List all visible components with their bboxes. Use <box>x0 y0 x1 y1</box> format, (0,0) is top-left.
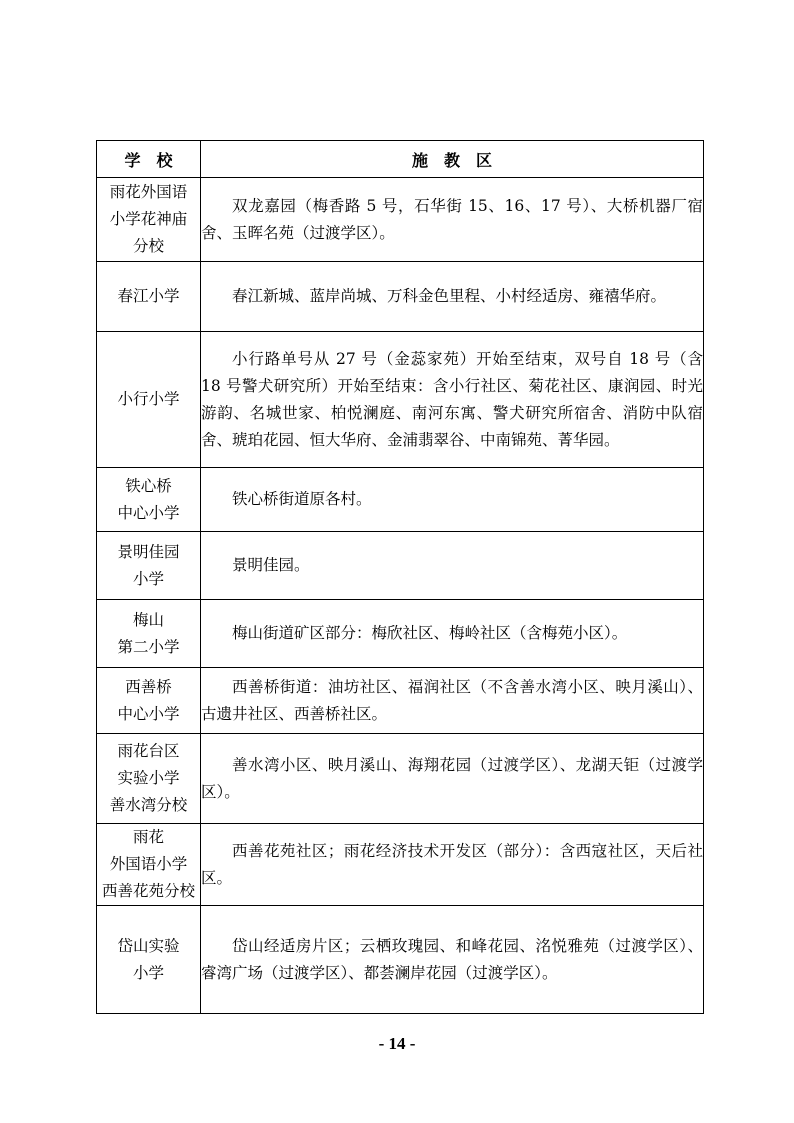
school-name-cell <box>97 668 201 734</box>
district-area-cell: 小行路单号从 27 号（金蕊家苑）开始至结束，双号自 18 号（含 18 号警犬研究所）开始至结束：含小行社区、菊花社区、康润园、时光游韵、名城世家、柏悦澜庭、南河东寓、警犬研究所宿舍、消防中队宿舍、琥珀花园、恒大华府、金浦翡翠谷、中南锦苑、菁华园。 <box>201 332 704 468</box>
school-name-line: 外国语小学 <box>109 855 188 873</box>
table-row <box>97 600 704 668</box>
table-row <box>97 532 704 600</box>
header-area: 施 教 区 <box>201 141 704 178</box>
district-area-cell: 西善桥街道：油坊社区、福润社区（不含善水湾小区、映月溪山）、古遗井社区、西善桥社区。 <box>201 668 704 734</box>
district-area-cell: 岱山经适房片区；云栖玫瑰园、和峰花园、洺悦雅苑（过渡学区）、睿湾广场（过渡学区）、都荟澜岸花园（过渡学区）。 <box>201 906 704 1014</box>
table-row <box>97 468 704 532</box>
school-name-line: 雨花台区 <box>117 742 180 760</box>
district-area-cell: 春江新城、蓝岸尚城、万科金色里程、小村经适房、雍禧华府。 <box>201 262 704 332</box>
district-area-cell: 梅山街道矿区部分：梅欣社区、梅岭社区（含梅苑小区）。 <box>201 600 704 668</box>
school-name-line: 小行小学 <box>117 390 180 408</box>
table-row <box>97 906 704 1014</box>
school-name-line: 分校 <box>132 237 164 255</box>
school-name-line: 岱山实验 <box>117 936 180 955</box>
school-name-cell <box>97 468 201 532</box>
school-name-cell <box>97 332 201 468</box>
school-name-line: 西善桥 <box>125 677 172 696</box>
school-name-cell <box>97 906 201 1014</box>
school-name-line: 中心小学 <box>117 503 180 522</box>
district-area-cell: 铁心桥街道原各村。 <box>201 468 704 532</box>
school-name-line: 铁心桥 <box>125 476 172 495</box>
school-name-line: 第二小学 <box>117 637 180 656</box>
school-name-line: 雨花外国语 <box>109 183 188 201</box>
table-row <box>97 824 704 906</box>
school-name-line: 中心小学 <box>117 704 180 723</box>
school-name-cell <box>97 600 201 668</box>
table-row <box>97 332 704 468</box>
district-area-cell: 双龙嘉园（梅香路 5 号，石华街 15、16、17 号）、大桥机器厂宿舍、玉晖名苑（过渡学区）。 <box>201 178 704 262</box>
page-number: - 14 - <box>378 1034 416 1053</box>
table-header-row <box>97 141 704 178</box>
school-name-line: 善水湾分校 <box>109 796 188 814</box>
district-area-cell: 西善花苑社区；雨花经济技术开发区（部分）：含西寇社区，天后社区。 <box>201 824 704 906</box>
table-row <box>97 734 704 824</box>
school-name-line: 春江小学 <box>117 287 180 305</box>
school-name-cell <box>97 734 201 824</box>
school-name-cell <box>97 178 201 262</box>
school-name-line: 雨花 <box>132 828 164 846</box>
school-name-line: 西善花苑分校 <box>101 882 195 900</box>
school-name-line: 小学花神庙 <box>109 210 188 228</box>
header-school: 学 校 <box>97 141 201 178</box>
school-name-cell <box>97 532 201 600</box>
table-row <box>97 668 704 734</box>
school-name-cell <box>97 262 201 332</box>
district-area-cell: 景明佳园。 <box>201 532 704 600</box>
school-name-line: 小学 <box>132 569 164 588</box>
school-name-line: 梅山 <box>132 610 164 629</box>
school-name-line: 实验小学 <box>117 769 180 787</box>
school-name-cell <box>97 824 201 906</box>
table-row <box>97 178 704 262</box>
table-row <box>97 262 704 332</box>
school-name-line: 小学 <box>132 963 164 982</box>
table-body <box>97 178 704 1014</box>
school-name-line: 景明佳园 <box>117 542 180 561</box>
school-district-table <box>96 140 704 1014</box>
district-area-cell: 善水湾小区、映月溪山、海翔花园（过渡学区）、龙湖天钜（过渡学区）。 <box>201 734 704 824</box>
